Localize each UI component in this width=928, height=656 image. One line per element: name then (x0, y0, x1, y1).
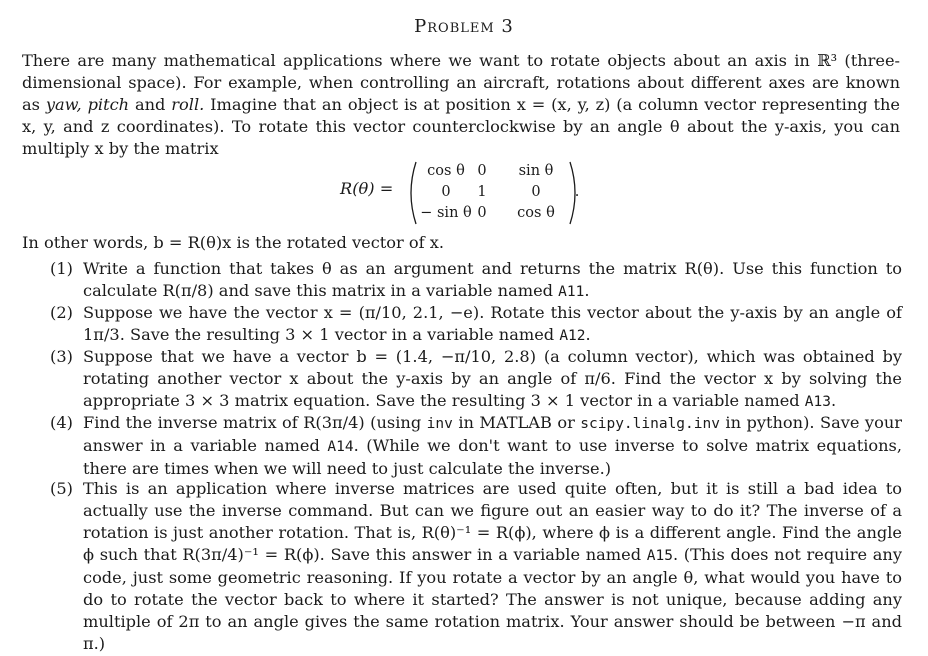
list-item-text-mid2: in python). Save your answer in a variable named (83, 413, 902, 455)
list-item-text-mid: in MATLAB or (452, 413, 581, 432)
list-item-number: (2) (50, 303, 73, 322)
variable-name: A13 (804, 394, 831, 410)
list-item-text: Find the inverse matrix of R(3π/4) (using (83, 413, 427, 432)
intro-italic-roll: roll. (171, 95, 205, 114)
other-words-line: In other words, b = R(θ)x is the rotated vector of x. (22, 233, 445, 252)
matrix-cell-r2c1: 0 (441, 184, 451, 200)
list-item-text-end: . (This does not require any code, just some geometric reasoning. If you rotate a vector by an angle θ, what would you have to do to rotate the vector back to where it started? The answer is not unique, because adding any multiple of 2π to an angle gives the same rotation matrix. Your answer should be between −π and π.) (83, 545, 902, 653)
variable-name: A12 (559, 328, 586, 344)
matrix-cell-r2c3: 0 (531, 184, 541, 200)
list-item-4 (50, 412, 902, 480)
matrix-cell-r3c1: − sin θ (420, 205, 472, 221)
list-item-text: This is an application where inverse matrices are used quite often, but it is still a bad idea to actually use the inverse command. But can we figure out an easier way to do it? The inverse of a rotation is just another rotation. That is, R(θ)⁻¹ = R(ϕ), where ϕ is a different angle. Find the angle ϕ such that R(3π/4)⁻¹ = R(ϕ). Save this answer in a variable named (83, 479, 902, 564)
list-item-number: (4) (50, 413, 73, 432)
list-item-3 (50, 346, 902, 413)
matrix-cell-r1c1: cos θ (427, 163, 465, 179)
intro-italic-terms: yaw, pitch (45, 95, 130, 114)
list-item-number: (5) (50, 479, 73, 498)
list-item-1 (50, 258, 902, 303)
variable-name: A11 (558, 284, 585, 300)
intro-text-2: Imagine that an object is at position x = (x, y, z) (a column vector representing the x, y, and z coordinates). To rotate this vector counterclockwise by an angle θ about the y-axis, you can multiply x by the matrix (22, 95, 900, 158)
matrix-period: . (574, 184, 580, 200)
list-item-text-end: . (585, 325, 591, 344)
problem-title (0, 16, 928, 37)
intro-paragraph (22, 50, 900, 160)
matrix-cell-r2c2: 1 (477, 184, 487, 200)
list-item-2 (50, 302, 902, 347)
matrix-cell-r3c3: cos θ (517, 205, 555, 221)
list-item-text-end: . (831, 391, 837, 410)
matrix-cell-r1c2: 0 (477, 163, 487, 179)
problem-title-text: Problem 3 (414, 16, 514, 37)
matrix-cell-r3c2: 0 (477, 205, 487, 221)
list-item-number: (3) (50, 347, 73, 366)
matrix-cell-r1c3: sin θ (518, 163, 554, 179)
code-inv: inv (426, 416, 453, 432)
variable-name: A15 (646, 548, 673, 564)
list-item-text: Suppose we have the vector x = (π/10, 2.1, −e). Rotate this vector about the y-axis by an angle of 1π/3. Save the resulting 3 × 1 vector in a variable named (83, 303, 902, 344)
list-item-text: Suppose that we have a vector b = (1.4, −π/10, 2.8) (a column vector), which was obtained by rotating another vector x about the y-axis by an angle of π/6. Find the vector x by solving the appropriate 3 × 3 matrix equation. Save the resulting 3 × 1 vector in a variable named (83, 347, 902, 410)
rotation-matrix-equation (0, 160, 928, 226)
intro-and: and (129, 95, 172, 114)
variable-name: A14 (327, 439, 354, 455)
list-item-number: (1) (50, 259, 73, 278)
matrix-lhs: R(θ) = (340, 179, 394, 198)
list-item-text-end: . (While we don't want to use inverse to solve matrix equations, there are times when we will need to just calculate the inverse.) (83, 436, 903, 478)
intro-text-1: There are many mathematical applications where we want to rotate objects about an axis in ℝ³ (three-dimensional space). For example, when controlling an aircraft, rotations about different axes are known as (22, 51, 900, 114)
list-item-5 (50, 478, 902, 655)
list-item-text: Write a function that takes θ as an argument and returns the matrix R(θ). Use this function to calculate R(π/8) and save this matrix in a variable named (83, 259, 902, 300)
code-scipy-inv: scipy.linalg.inv (580, 416, 720, 432)
list-item-text-end: . (584, 281, 590, 300)
